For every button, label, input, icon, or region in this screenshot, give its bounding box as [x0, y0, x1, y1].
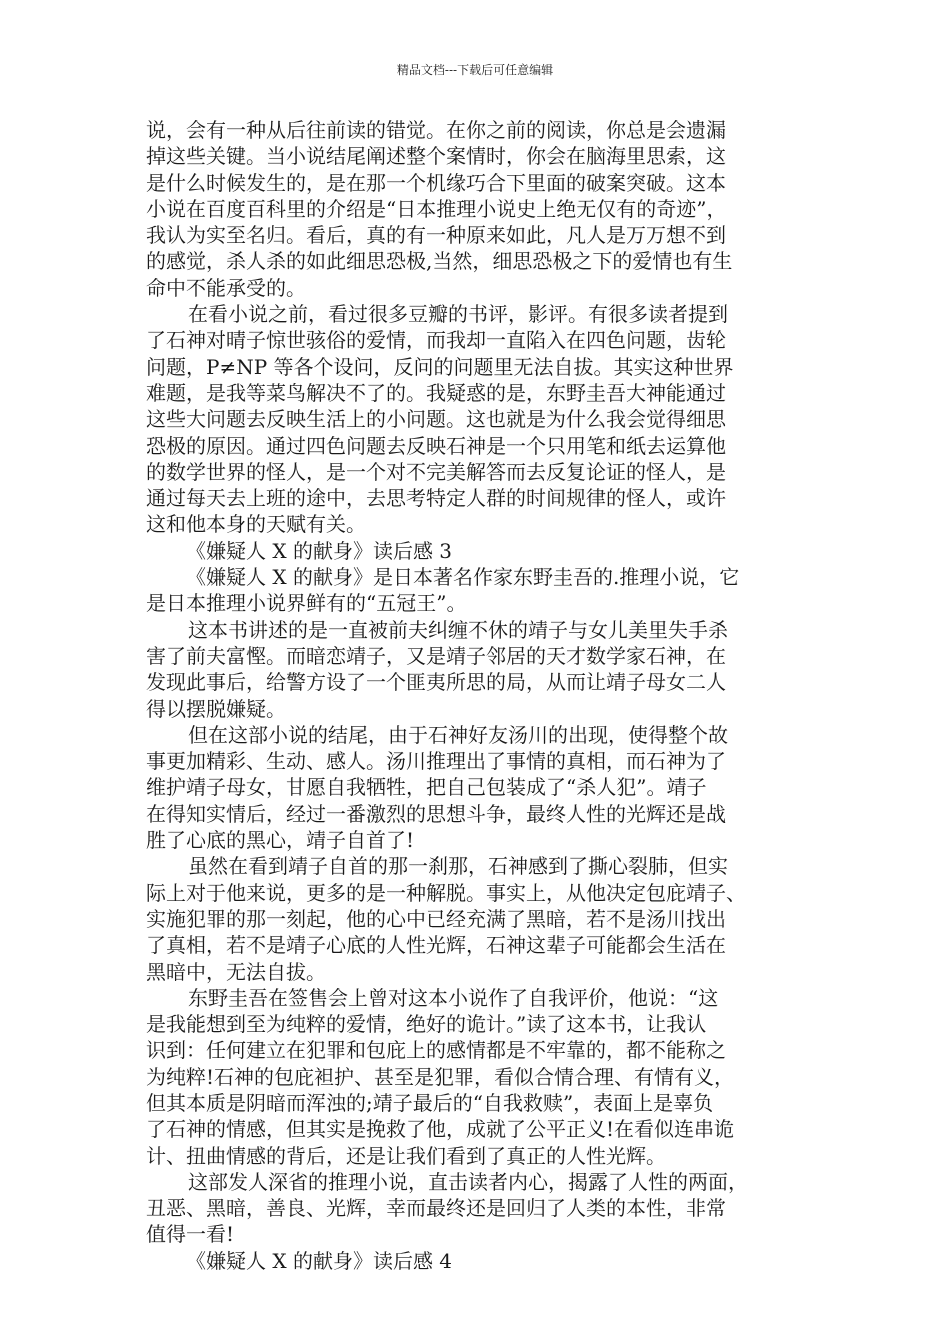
paragraph-start-line: 虽然在看到靖子自首的那一刹那，石神感到了撕心裂肺，但实	[188, 854, 728, 879]
text-line: 命中不能承受的。	[146, 275, 306, 300]
text-line: 说，会有一种从后往前读的错觉。在你之前的阅读，你总是会遗漏	[146, 118, 726, 142]
text-line: 丑恶、黑暗，善良、光辉，幸而最终还是回归了人类的本性，非常	[146, 1196, 726, 1221]
text-line: 计、扭曲情感的背后，还是让我们看到了真正的人性光辉。	[146, 1143, 666, 1168]
text-line: 值得一看!	[146, 1222, 235, 1247]
text-line: 的数学世界的怪人，是一个对不完美解答而去反复论证的怪人，是	[146, 459, 726, 484]
body-text	[146, 117, 806, 1274]
text-line: 恐极的原因。通过四色问题去反映石神是一个只用笔和纸去运算他	[146, 433, 726, 458]
text-line: 际上对于他来说，更多的是一种解脱。事实上，从他决定包庇靖子、	[146, 880, 746, 905]
text-line: 通过每天去上班的途中，去思考特定人群的时间规律的怪人，或许	[146, 486, 726, 511]
text-line: 我认为实至名归。看后，真的有一种原来如此，凡人是万万想不到	[146, 223, 726, 248]
text-line: 难题，是我等菜鸟解决不了的。我疑惑的是，东野圭吾大神能通过	[146, 380, 726, 405]
paragraph-start-line: 东野圭吾在签售会上曾对这本小说作了自我评价，他说：“这	[188, 985, 719, 1010]
text-line: 是我能想到至为纯粹的爱情，绝好的诡计。”读了这本书，让我认	[146, 1012, 707, 1037]
text-line: 了石神对晴子惊世骇俗的爱情，而我却一直陷入在四色问题，齿轮	[146, 328, 726, 353]
text-line: 了真相，若不是靖子心底的人性光辉，石神这辈子可能都会生活在	[146, 933, 726, 958]
text-line: 黑暗中，无法自拔。	[146, 959, 326, 984]
text-line: 了石神的情感，但其实是挽救了他，成就了公平正义!在看似连串诡	[146, 1117, 735, 1142]
paragraph-start-line: 但在这部小说的结尾，由于石神好友汤川的出现，使得整个故	[188, 722, 728, 747]
text-line: 实施犯罪的那一刻起，他的心中已经充满了黑暗，若不是汤川找出	[146, 906, 726, 931]
text-line: 为纯粹!石神的包庇袒护、甚至是犯罪，看似合情合理、有情有义，	[146, 1064, 735, 1089]
text-line: 害了前夫富慳。而暗恋靖子，又是靖子邻居的天才数学家石神，在	[146, 643, 726, 668]
section-title: 《嫌疑人 X 的献身》读后感 4	[186, 1248, 453, 1273]
text-line: 胜了心底的黑心，靖子自首了!	[146, 828, 415, 853]
text-line: 小说在百度百科里的介绍是“日本推理小说史上绝无仅有的奇迹”，	[146, 196, 727, 221]
text-line: 是什么时候发生的，是在那一个机缘巧合下里面的破案突破。这本	[146, 170, 726, 195]
text-line: 问题，P≠NP 等各个设问，反问的问题里无法自拔。其实这种世界	[146, 354, 734, 379]
text-line: 在得知实情后，经过一番激烈的思想斗争，最终人性的光辉还是战	[146, 801, 726, 826]
text-line: 维护靖子母女，甘愿自我牺牲，把自己包装成了“杀人犯”。靖子	[146, 775, 707, 800]
text-line: 是日本推理小说界鲜有的“五冠王”。	[146, 591, 467, 616]
text-line: 这和他本身的天赋有关。	[146, 512, 366, 537]
section-title: 《嫌疑人 X 的献身》读后感 3	[186, 538, 453, 563]
text-line: 但其本质是阴暗而浑浊的;靖子最后的“自我救赎”，表面上是辜负	[146, 1090, 714, 1115]
page-header: 精品文档---下载后可任意编辑	[396, 63, 554, 77]
paragraph-start-line: 《嫌疑人 X 的献身》是日本著名作家东野圭吾的.推理小说，它	[186, 565, 740, 590]
text-line: 这些大问题去反映生活上的小问题。这也就是为什么我会觉得细思	[146, 407, 726, 432]
paragraph-start-line: 在看小说之前，看过很多豆瓣的书评，影评。有很多读者提到	[188, 302, 728, 327]
text-line: 发现此事后，给警方设了一个匪夷所思的局，从而让靖子母女二人	[146, 670, 726, 695]
text-line: 识到：任何建立在犯罪和包庇上的感情都是不牢靠的，都不能称之	[146, 1038, 726, 1063]
paragraph-start-line: 这本书讲述的是一直被前夫纠缠不休的靖子与女儿美里失手杀	[188, 617, 728, 642]
text-line: 得以摆脱嫌疑。	[146, 696, 286, 721]
text-line: 掉这些关键。当小说结尾阐述整个案情时，你会在脑海里思索，这	[146, 144, 726, 169]
paragraph-start-line: 这部发人深省的推理小说，直击读者内心，揭露了人性的两面，	[188, 1169, 748, 1194]
text-line: 的感觉，杀人杀的如此细思恐极,当然，细思恐极之下的爱情也有生	[146, 249, 733, 274]
text-line: 事更加精彩、生动、感人。汤川推理出了事情的真相，而石神为了	[146, 749, 726, 774]
